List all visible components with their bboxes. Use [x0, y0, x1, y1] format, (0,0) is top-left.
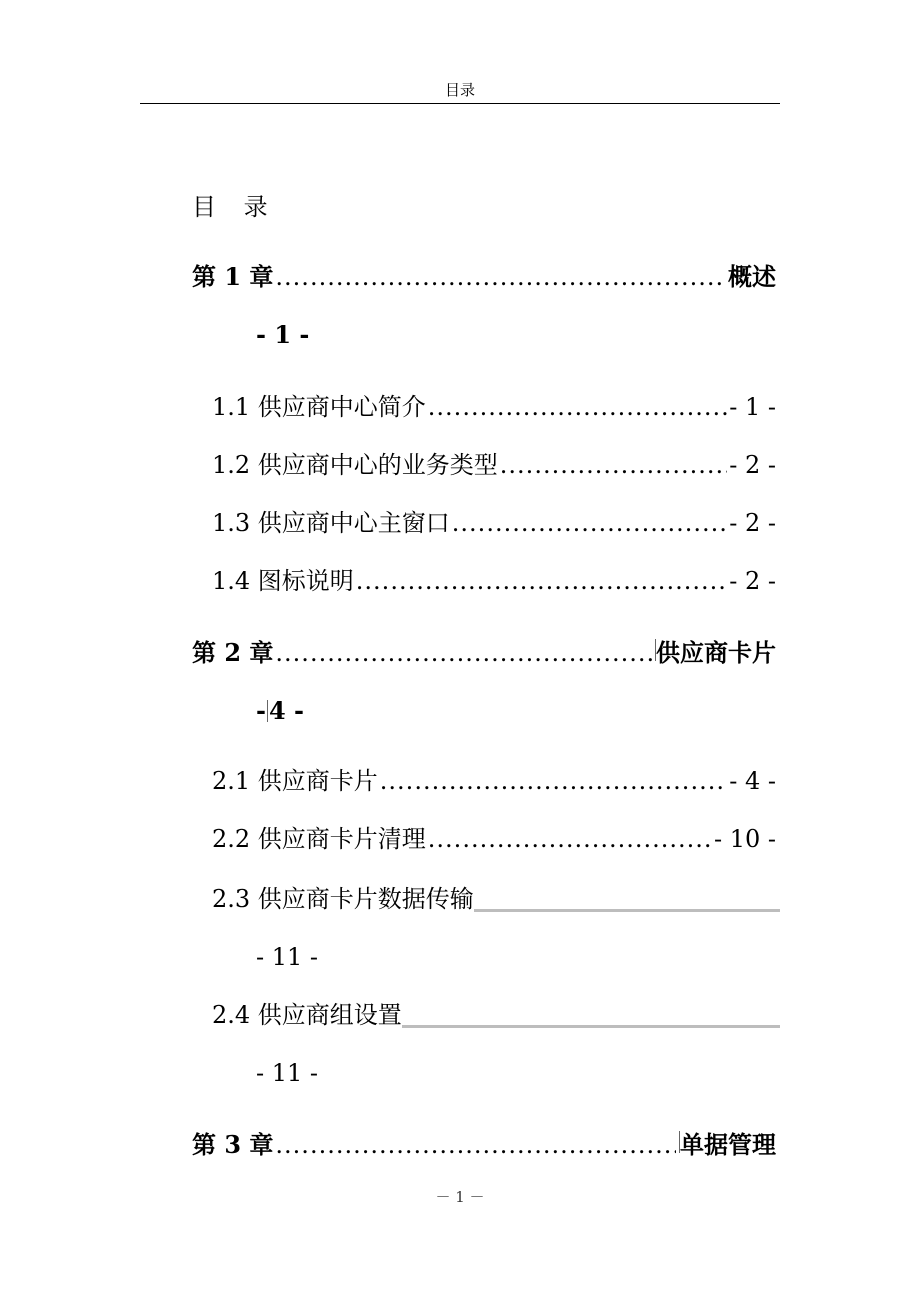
toc-entry-label: 2.1 供应商卡片 [212, 767, 378, 795]
toc-page-number: - 11 - [256, 1059, 319, 1087]
toc-page-number: - 1 - [256, 320, 310, 349]
toc-chapter-title: 单据管理 [680, 1130, 776, 1159]
toc-page-number: - 2 - [729, 509, 776, 537]
toc-entry-2-1[interactable] [212, 766, 776, 796]
toc-entry-2-2[interactable] [212, 824, 776, 854]
toc-entry-2-4[interactable] [212, 1000, 780, 1030]
toc-leader-dots [500, 450, 727, 480]
toc-leader-dots [428, 824, 712, 854]
toc-entry-1-2[interactable] [212, 450, 776, 480]
header-rule [140, 103, 780, 104]
toc-entry-chapter-3[interactable] [192, 1130, 776, 1160]
toc-chapter-title: 供应商卡片 [656, 638, 776, 667]
toc-entry-label: 1.1 供应商中心简介 [212, 393, 426, 421]
toc-entry-label: 1.4 图标说明 [212, 567, 354, 595]
toc-entry-label: 1.3 供应商中心主窗口 [212, 509, 450, 537]
toc-leader-dots [452, 508, 727, 538]
toc-entry-1-4[interactable] [212, 566, 776, 596]
toc-leader-dots [275, 638, 651, 668]
toc-entry-chapter-2[interactable] [192, 638, 776, 668]
page-dash: - [294, 696, 304, 725]
toc-entry-2-3[interactable] [212, 884, 780, 914]
running-header: 目录 [444, 81, 475, 99]
toc-heading: 目 录 [192, 193, 278, 221]
toc-page-number: - 4 - [729, 767, 776, 795]
page-footer-number: － 1 － [435, 1188, 485, 1206]
toc-chapter-label: 第 2 章 [192, 638, 274, 667]
toc-leader-dots [380, 766, 727, 796]
toc-chapter-title: 概述 [728, 262, 776, 291]
toc-leader-dots [275, 262, 726, 292]
toc-page-number: - 10 - [713, 825, 776, 853]
toc-leader-dots [428, 392, 727, 422]
page-dash: - [256, 696, 266, 725]
toc-chapter-label: 第 1 章 [192, 262, 274, 291]
page-digit: 4 [268, 696, 286, 725]
toc-entry-1-1[interactable] [212, 392, 776, 422]
toc-entry-chapter-1[interactable] [192, 262, 776, 292]
toc-page-number: - 11 - [256, 943, 319, 971]
toc-page-number: - 2 - [729, 567, 776, 595]
toc-page-number [256, 696, 304, 726]
toc-entry-label: 1.2 供应商中心的业务类型 [212, 451, 498, 479]
text-cursor-icon [267, 700, 268, 722]
toc-entry-label: 2.3 供应商卡片数据传输 [212, 885, 474, 913]
toc-leader-dots [356, 566, 727, 596]
toc-leader-rule [402, 1025, 780, 1028]
toc-page-number: - 2 - [729, 451, 776, 479]
toc-entry-1-3[interactable] [212, 508, 776, 538]
toc-leader-rule [474, 909, 780, 912]
toc-leader-dots [275, 1130, 675, 1160]
toc-entry-label: 2.4 供应商组设置 [212, 1001, 402, 1029]
toc-entry-label: 2.2 供应商卡片清理 [212, 825, 426, 853]
toc-page-number: - 1 - [729, 393, 776, 421]
toc-chapter-label: 第 3 章 [192, 1130, 274, 1159]
